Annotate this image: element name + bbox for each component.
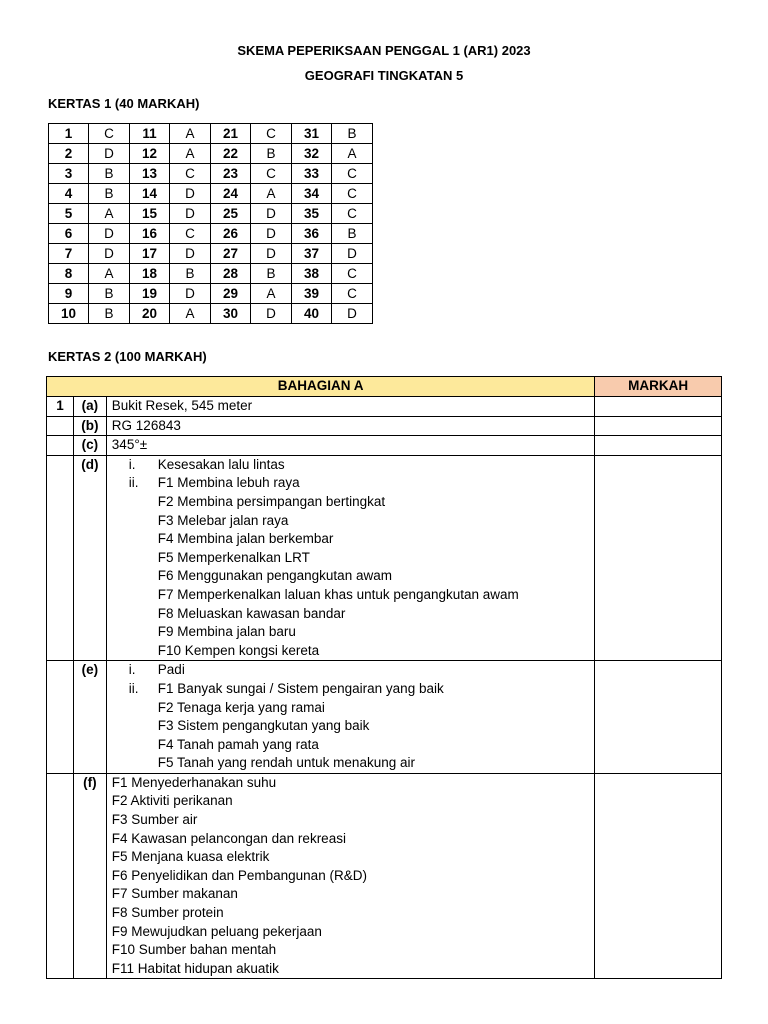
question-number-cell: 6 — [49, 224, 89, 244]
question-number-cell: 12 — [130, 144, 170, 164]
table-header-row — [47, 377, 722, 397]
question-number-cell: 26 — [211, 224, 251, 244]
question-number-cell: 3 — [49, 164, 89, 184]
answer-line: F5 Tanah yang rendah untuk menakung air — [157, 755, 415, 771]
answer-letter-cell: C — [251, 164, 292, 184]
marks-cell — [595, 416, 722, 436]
answer-letter-cell: A — [251, 284, 292, 304]
kertas2-scheme-table — [46, 376, 722, 979]
answer-letter-cell: D — [89, 144, 130, 164]
question-number-empty — [47, 773, 74, 979]
question-number-cell: 19 — [130, 284, 170, 304]
answer-line: F4 Tanah pamah yang rata — [157, 736, 319, 752]
kertas1-heading: KERTAS 1 (40 MARKAH) — [48, 96, 200, 111]
question-number-cell: 29 — [211, 284, 251, 304]
answer-row — [49, 244, 373, 264]
question-number-cell: 32 — [292, 144, 332, 164]
question-number-cell: 13 — [130, 164, 170, 184]
question-number-cell: 27 — [211, 244, 251, 264]
answer-line: F9 Mewujudkan peluang pekerjaan — [111, 923, 322, 939]
question-number: 1 — [47, 397, 74, 417]
question-number-cell: 34 — [292, 184, 332, 204]
answer-line: F6 Penyelidikan dan Pembangunan (R&D) — [111, 867, 367, 883]
answer-row — [49, 304, 373, 324]
question-number-cell: 17 — [130, 244, 170, 264]
marks-cell — [595, 397, 722, 417]
table-row — [47, 416, 722, 436]
answer-row — [49, 284, 373, 304]
answer-letter-cell: D — [89, 224, 130, 244]
answer-text: 345°± — [106, 436, 595, 456]
answer-line: F4 Kawasan pelancongan dan rekreasi — [111, 830, 346, 846]
answer-line: F5 Memperkenalkan LRT — [157, 549, 310, 565]
question-number-cell: 5 — [49, 204, 89, 224]
question-number-cell: 21 — [211, 124, 251, 144]
question-number-cell: 23 — [211, 164, 251, 184]
answer-line: F3 Sumber air — [111, 812, 198, 828]
answer-line: F7 Memperkenalkan laluan khas untuk pengangkutan awam — [157, 586, 519, 602]
answer-letter-cell: C — [332, 204, 373, 224]
question-number-cell: 37 — [292, 244, 332, 264]
question-number-cell: 20 — [130, 304, 170, 324]
answer-letter-cell: A — [170, 124, 211, 144]
answer-letter-cell: D — [170, 204, 211, 224]
table-row — [47, 436, 722, 456]
answer-text-f — [106, 773, 595, 979]
answer-letter-cell: A — [170, 304, 211, 324]
answer-letter-cell: A — [89, 264, 130, 284]
answer-letter-cell: C — [332, 184, 373, 204]
document-subtitle: GEOGRAFI TINGKATAN 5 — [304, 68, 464, 83]
answer-letter-cell: B — [251, 144, 292, 164]
answer-letter-cell: D — [170, 184, 211, 204]
roman-numeral: ii. — [128, 475, 139, 491]
question-number-cell: 39 — [292, 284, 332, 304]
answer-line: F9 Membina jalan baru — [157, 624, 296, 640]
answer-letter-cell: A — [332, 144, 373, 164]
table-row — [47, 773, 722, 979]
answer-letter-cell: D — [251, 224, 292, 244]
answer-letter-cell: A — [170, 144, 211, 164]
answer-row — [49, 224, 373, 244]
answer-letter-cell: D — [89, 244, 130, 264]
question-number-cell: 7 — [49, 244, 89, 264]
table-row — [47, 397, 722, 417]
answer-letter-cell: B — [251, 264, 292, 284]
answer-line: F2 Membina persimpangan bertingkat — [157, 493, 386, 509]
markah-header: MARKAH — [595, 377, 722, 397]
answer-line: Kesesakan lalu lintas — [157, 456, 285, 472]
answer-letter-cell: C — [332, 284, 373, 304]
answer-row — [49, 264, 373, 284]
answer-line: F10 Sumber bahan mentah — [111, 942, 277, 958]
kertas1-answer-table — [48, 123, 373, 324]
answer-line: F2 Aktiviti perikanan — [111, 793, 233, 809]
answer-letter-cell: B — [89, 184, 130, 204]
answer-line: F10 Kempen kongsi kereta — [157, 642, 320, 658]
answer-line: F8 Meluaskan kawasan bandar — [157, 605, 346, 621]
subpart-label: (c) — [73, 436, 106, 456]
question-number-cell: 1 — [49, 124, 89, 144]
answer-letter-cell: B — [332, 224, 373, 244]
answer-letter-cell: D — [251, 304, 292, 324]
marks-cell — [595, 773, 722, 979]
answer-text-d — [106, 455, 595, 661]
question-number-empty — [47, 661, 74, 774]
answer-letter-cell: D — [251, 244, 292, 264]
answer-letter-cell: B — [89, 304, 130, 324]
answer-letter-cell: B — [89, 284, 130, 304]
answer-line: F2 Tenaga kerja yang ramai — [157, 699, 325, 715]
roman-numeral: ii. — [128, 680, 139, 696]
document-title: SKEMA PEPERIKSAAN PENGGAL 1 (AR1) 2023 — [237, 43, 531, 58]
answer-row — [49, 204, 373, 224]
question-number-cell: 33 — [292, 164, 332, 184]
answer-text: Bukit Resek, 545 meter — [106, 397, 595, 417]
answer-line: F4 Membina jalan berkembar — [157, 531, 334, 547]
answer-letter-cell: C — [170, 224, 211, 244]
question-number-cell: 18 — [130, 264, 170, 284]
answer-letter-cell: D — [170, 244, 211, 264]
question-number-cell: 40 — [292, 304, 332, 324]
marks-cell — [595, 455, 722, 661]
answer-letter-cell: C — [89, 124, 130, 144]
subpart-label: (b) — [73, 416, 106, 436]
answer-letter-cell: A — [89, 204, 130, 224]
answer-row — [49, 184, 373, 204]
answer-line: F1 Banyak sungai / Sistem pengairan yang baik — [157, 680, 444, 696]
answer-letter-cell: B — [332, 124, 373, 144]
answer-letter-cell: C — [170, 164, 211, 184]
question-number-cell: 38 — [292, 264, 332, 284]
question-number-cell: 28 — [211, 264, 251, 284]
answer-line: F11 Habitat hidupan akuatik — [111, 960, 279, 976]
question-number-cell: 2 — [49, 144, 89, 164]
kertas2-heading: KERTAS 2 (100 MARKAH) — [48, 349, 207, 364]
question-number-cell: 30 — [211, 304, 251, 324]
answer-letter-cell: D — [332, 304, 373, 324]
question-number-cell: 24 — [211, 184, 251, 204]
answer-letter-cell: B — [89, 164, 130, 184]
subpart-label: (a) — [73, 397, 106, 417]
answer-line: Padi — [157, 662, 185, 678]
answer-line: F3 Melebar jalan raya — [157, 512, 289, 528]
answer-line: F1 Membina lebuh raya — [157, 475, 300, 491]
answer-letter-cell: C — [332, 164, 373, 184]
subpart-label: (d) — [73, 455, 106, 661]
question-number-cell: 4 — [49, 184, 89, 204]
question-number-cell: 31 — [292, 124, 332, 144]
answer-letter-cell: D — [251, 204, 292, 224]
answer-letter-cell: B — [170, 264, 211, 284]
answer-line: F6 Menggunakan pengangkutan awam — [157, 568, 392, 584]
bahagian-a-header: BAHAGIAN A — [47, 377, 595, 397]
answer-text: RG 126843 — [106, 416, 595, 436]
answer-letter-cell: A — [251, 184, 292, 204]
answer-row — [49, 144, 373, 164]
subpart-label: (f) — [73, 773, 106, 979]
question-number-cell: 9 — [49, 284, 89, 304]
answer-letter-cell: D — [332, 244, 373, 264]
question-number-cell: 15 — [130, 204, 170, 224]
marks-cell — [595, 436, 722, 456]
question-number-cell: 36 — [292, 224, 332, 244]
question-number-cell: 14 — [130, 184, 170, 204]
question-number-cell: 25 — [211, 204, 251, 224]
answer-letter-cell: C — [251, 124, 292, 144]
question-number-empty — [47, 416, 74, 436]
table-row — [47, 661, 722, 774]
roman-numeral: i. — [128, 662, 136, 678]
question-number-cell: 22 — [211, 144, 251, 164]
question-number-empty — [47, 455, 74, 661]
answer-line: F8 Sumber protein — [111, 905, 224, 921]
roman-numeral: i. — [128, 456, 136, 472]
question-number-cell: 8 — [49, 264, 89, 284]
subpart-label: (e) — [73, 661, 106, 774]
answer-line: F3 Sistem pengangkutan yang baik — [157, 718, 370, 734]
answer-row — [49, 164, 373, 184]
answer-line: F5 Menjana kuasa elektrik — [111, 849, 270, 865]
marks-cell — [595, 661, 722, 774]
table-row — [47, 455, 722, 661]
answer-text-e — [106, 661, 595, 774]
answer-line: F1 Menyederhanakan suhu — [111, 774, 277, 790]
question-number-empty — [47, 436, 74, 456]
question-number-cell: 10 — [49, 304, 89, 324]
question-number-cell: 16 — [130, 224, 170, 244]
answer-line: F7 Sumber makanan — [111, 886, 238, 902]
question-number-cell: 35 — [292, 204, 332, 224]
question-number-cell: 11 — [130, 124, 170, 144]
answer-letter-cell: D — [170, 284, 211, 304]
answer-row — [49, 124, 373, 144]
answer-letter-cell: C — [332, 264, 373, 284]
